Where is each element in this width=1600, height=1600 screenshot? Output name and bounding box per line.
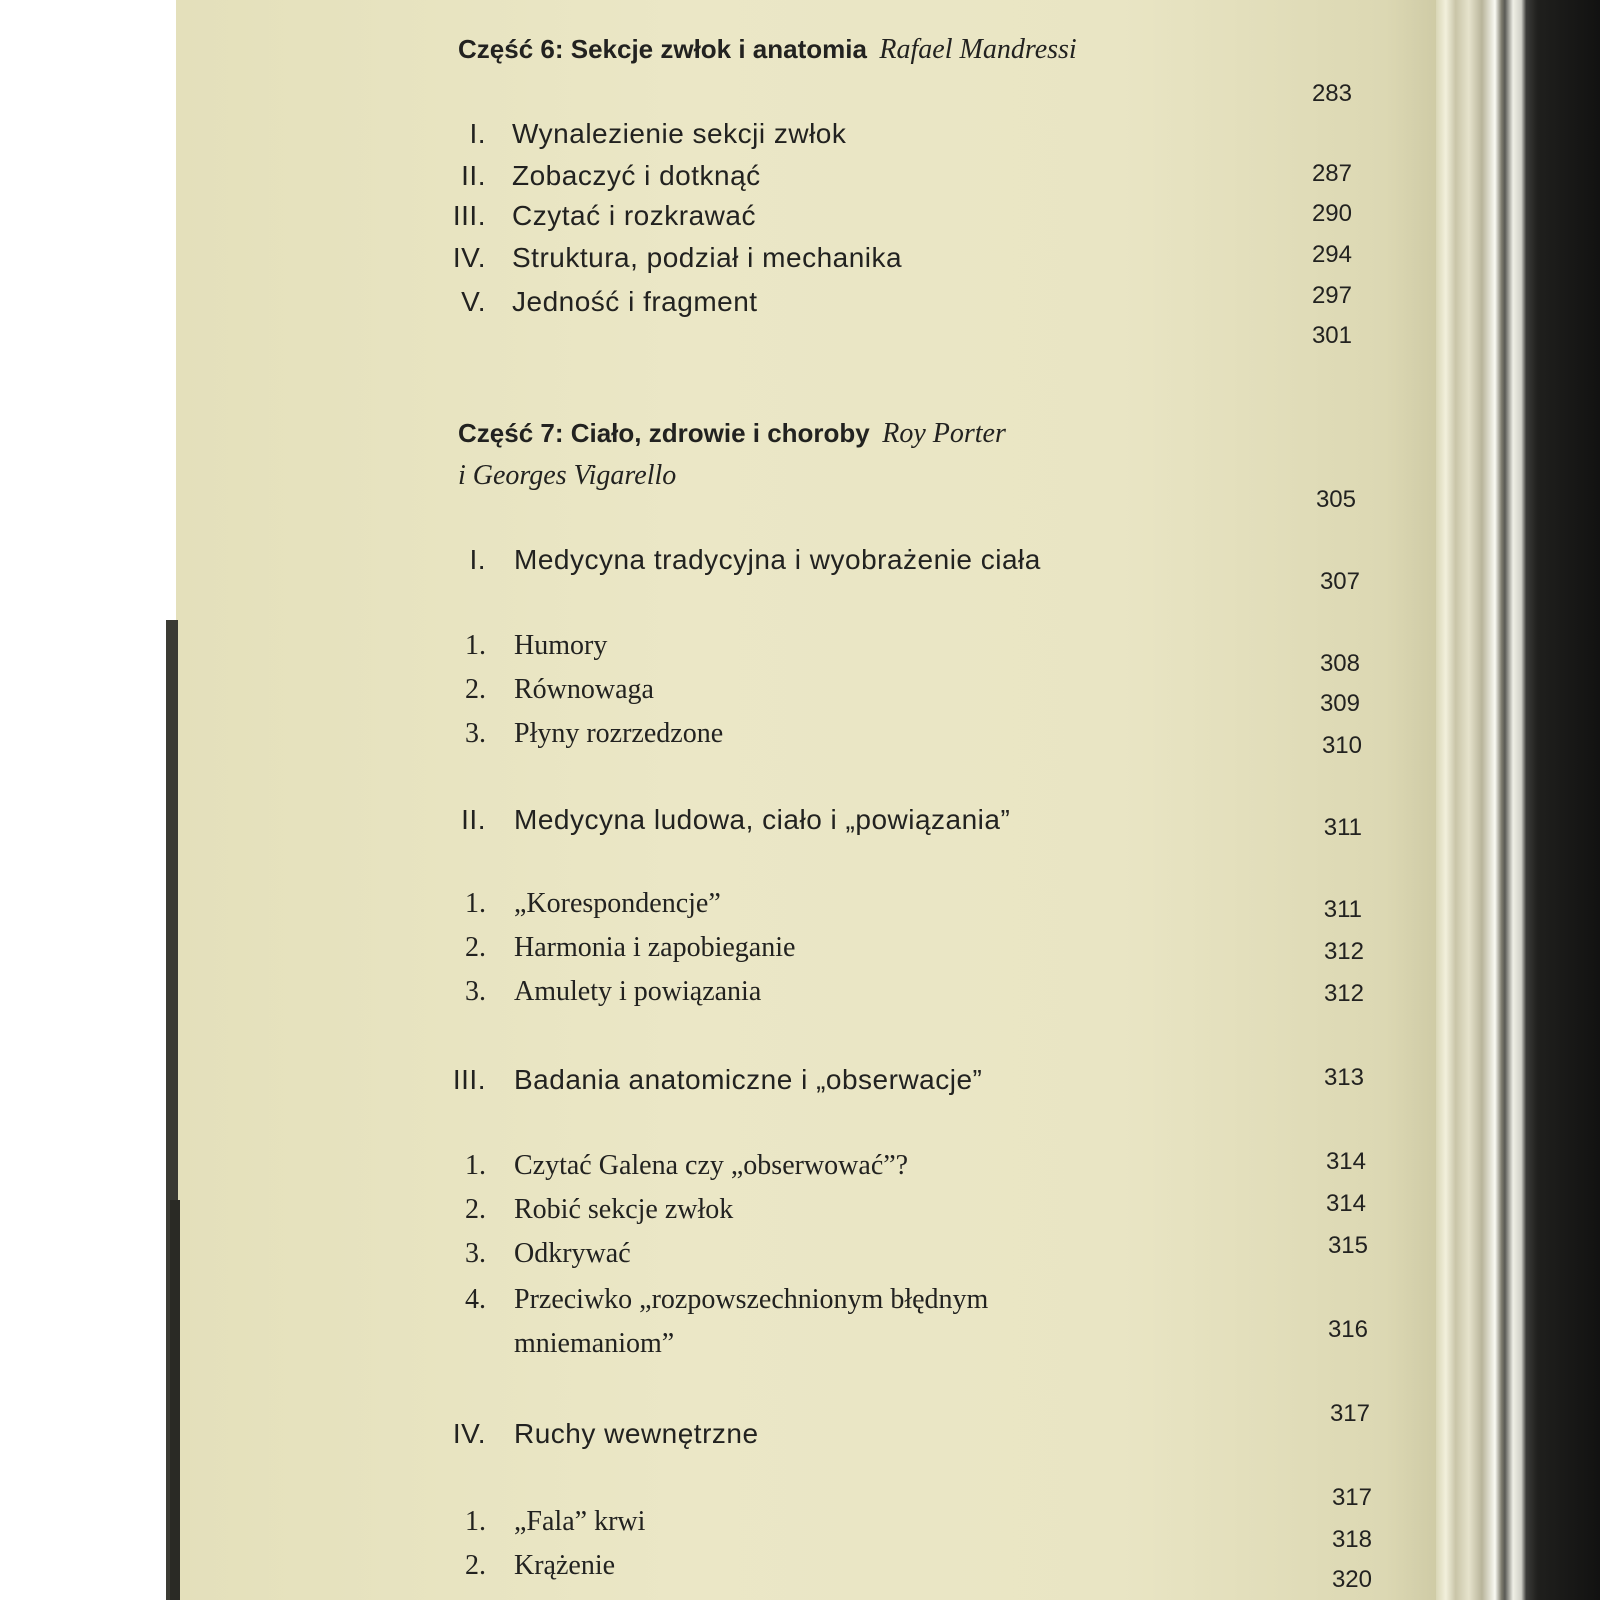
book-cover-edge-lower (170, 1200, 180, 1600)
toc-subitem-number: 3. (465, 718, 486, 749)
toc-page-number: 308 (1319, 650, 1360, 677)
toc-subitem[interactable] (430, 718, 1230, 758)
toc-subitem-title: „Fala” krwi (514, 1506, 646, 1537)
toc-page-number: 314 (1325, 1190, 1366, 1217)
toc-subitem[interactable] (430, 1550, 1230, 1590)
toc-page-number: 311 (1323, 814, 1362, 841)
toc-page-number: 294 (1311, 241, 1352, 268)
toc-section-title: Badania anatomiczne i „obserwacje” (514, 1064, 983, 1095)
toc-subitem[interactable] (430, 1150, 1250, 1190)
toc-page-number: 297 (1311, 282, 1352, 309)
toc-subitem-number: 2. (465, 932, 486, 963)
toc-page-number: 307 (1319, 568, 1360, 595)
toc-page-number: 287 (1311, 160, 1352, 187)
toc-subitem-title: Płyny rozrzedzone (514, 718, 724, 749)
toc-section-number: IV. (452, 1418, 486, 1449)
part7-author-cont: i Georges Vigarello (458, 460, 677, 491)
toc-subitem[interactable] (430, 976, 1230, 1016)
toc-subitem-title: Krążenie (514, 1550, 616, 1581)
toc-subitem-title: Amulety i powiązania (514, 976, 762, 1007)
toc-item-title: Czytać i rozkrawać (512, 200, 756, 231)
toc-item[interactable] (430, 200, 1230, 240)
toc-page-number: 316 (1327, 1316, 1368, 1343)
toc-subitem-number: 4. (465, 1284, 486, 1315)
toc-page-number: 309 (1319, 690, 1360, 717)
book-spine-pages (1436, 0, 1600, 1600)
toc-item[interactable] (430, 160, 1230, 200)
toc-page-number: 315 (1327, 1232, 1368, 1259)
part6-author: Rafael Mandressi (879, 34, 1077, 65)
toc-subitem[interactable] (430, 888, 1230, 928)
toc-subitem-title: Odkrywać (514, 1238, 631, 1269)
toc-subitem-title: Harmonia i zapobieganie (514, 932, 796, 963)
toc-item-number: IV. (452, 242, 486, 273)
toc-item-title: Jedność i fragment (512, 286, 758, 317)
toc-subitem-number: 1. (465, 888, 486, 919)
toc-subitem-title: „Korespondencje” (514, 888, 721, 919)
toc-subitem[interactable] (430, 1284, 1250, 1374)
part7-heading: Część 7: Ciało, zdrowie i choroby (458, 418, 870, 448)
toc-item-title: Wynalezienie sekcji zwłok (512, 118, 847, 149)
toc-item-number: III. (452, 200, 486, 231)
toc-section-title: Medycyna tradycyjna i wyobrażenie ciała (514, 544, 1041, 575)
toc-page-number: 317 (1329, 1400, 1370, 1427)
toc-subitem[interactable] (430, 1238, 1250, 1278)
toc-page-number: 311 (1323, 896, 1362, 923)
toc-page-number: 290 (1311, 200, 1352, 227)
toc-item-number: I. (469, 118, 486, 149)
toc-item[interactable] (430, 118, 1230, 158)
toc-item-number: V. (461, 286, 486, 317)
toc-subitem-title: Robić sekcje zwłok (514, 1194, 734, 1225)
toc-item-title: Zobaczyć i dotknąć (512, 160, 761, 191)
toc-subitem[interactable] (430, 674, 1230, 714)
toc-section-number: II. (461, 804, 486, 835)
toc-subitem[interactable] (430, 932, 1230, 972)
toc-subitem-number: 2. (465, 1194, 486, 1225)
toc-page-number: 318 (1331, 1526, 1372, 1553)
toc-subitem-title: Czytać Galena czy „obserwować”? (514, 1150, 909, 1181)
toc-section-title: Ruchy wewnętrzne (514, 1418, 759, 1449)
toc-section-title: Medycyna ludowa, ciało i „powiązania” (514, 804, 1011, 835)
part6-heading: Część 6: Sekcje zwłok i anatomia (458, 34, 867, 64)
toc-section[interactable] (430, 804, 1260, 844)
toc-subitem[interactable] (430, 1506, 1230, 1546)
toc-subitem[interactable] (430, 1194, 1250, 1234)
part6-heading-line (458, 34, 1077, 66)
toc-page-number: 317 (1331, 1484, 1372, 1511)
part7-author: Roy Porter (882, 418, 1006, 449)
part7-page-number: 305 (1315, 486, 1356, 513)
toc-section[interactable] (430, 1418, 1260, 1458)
toc-subitem-title: Humory (514, 630, 608, 661)
toc-page-number: 310 (1321, 732, 1362, 759)
toc-subitem-number: 3. (465, 976, 486, 1007)
show-through-text (1180, 76, 1186, 102)
toc-section[interactable] (430, 1064, 1260, 1104)
toc-subitem-title-cont: mniemaniom” (514, 1328, 675, 1359)
toc-subitem-number: 1. (465, 1150, 486, 1181)
toc-page-number: 314 (1325, 1148, 1366, 1175)
toc-page-number: 301 (1311, 322, 1352, 349)
toc-page-number: 312 (1323, 938, 1364, 965)
toc-subitem-title: Przeciwko „rozpowszechnionym błędnym (514, 1284, 989, 1315)
toc-section-number: I. (469, 544, 486, 575)
toc-item-title: Struktura, podział i mechanika (512, 242, 903, 273)
toc-subitem-number: 2. (465, 1550, 486, 1581)
toc-page-number: 313 (1323, 1064, 1364, 1091)
toc-item-number: II. (461, 160, 486, 191)
part7-heading-line (458, 418, 1006, 450)
toc-subitem[interactable] (430, 630, 1230, 670)
toc-item[interactable] (430, 242, 1230, 282)
toc-subitem-number: 2. (465, 674, 486, 705)
toc-page-number: 320 (1331, 1566, 1372, 1593)
toc-page-number: 312 (1323, 980, 1364, 1007)
toc-subitem-number: 1. (465, 1506, 486, 1537)
toc-subitem-number: 1. (465, 630, 486, 661)
toc-subitem-title: Równowaga (514, 674, 654, 705)
toc-section-number: III. (452, 1064, 486, 1095)
toc-section[interactable] (430, 544, 1260, 584)
toc-item[interactable] (430, 286, 1230, 326)
toc-subitem-number: 3. (465, 1238, 486, 1269)
part6-page-number: 283 (1311, 80, 1352, 107)
